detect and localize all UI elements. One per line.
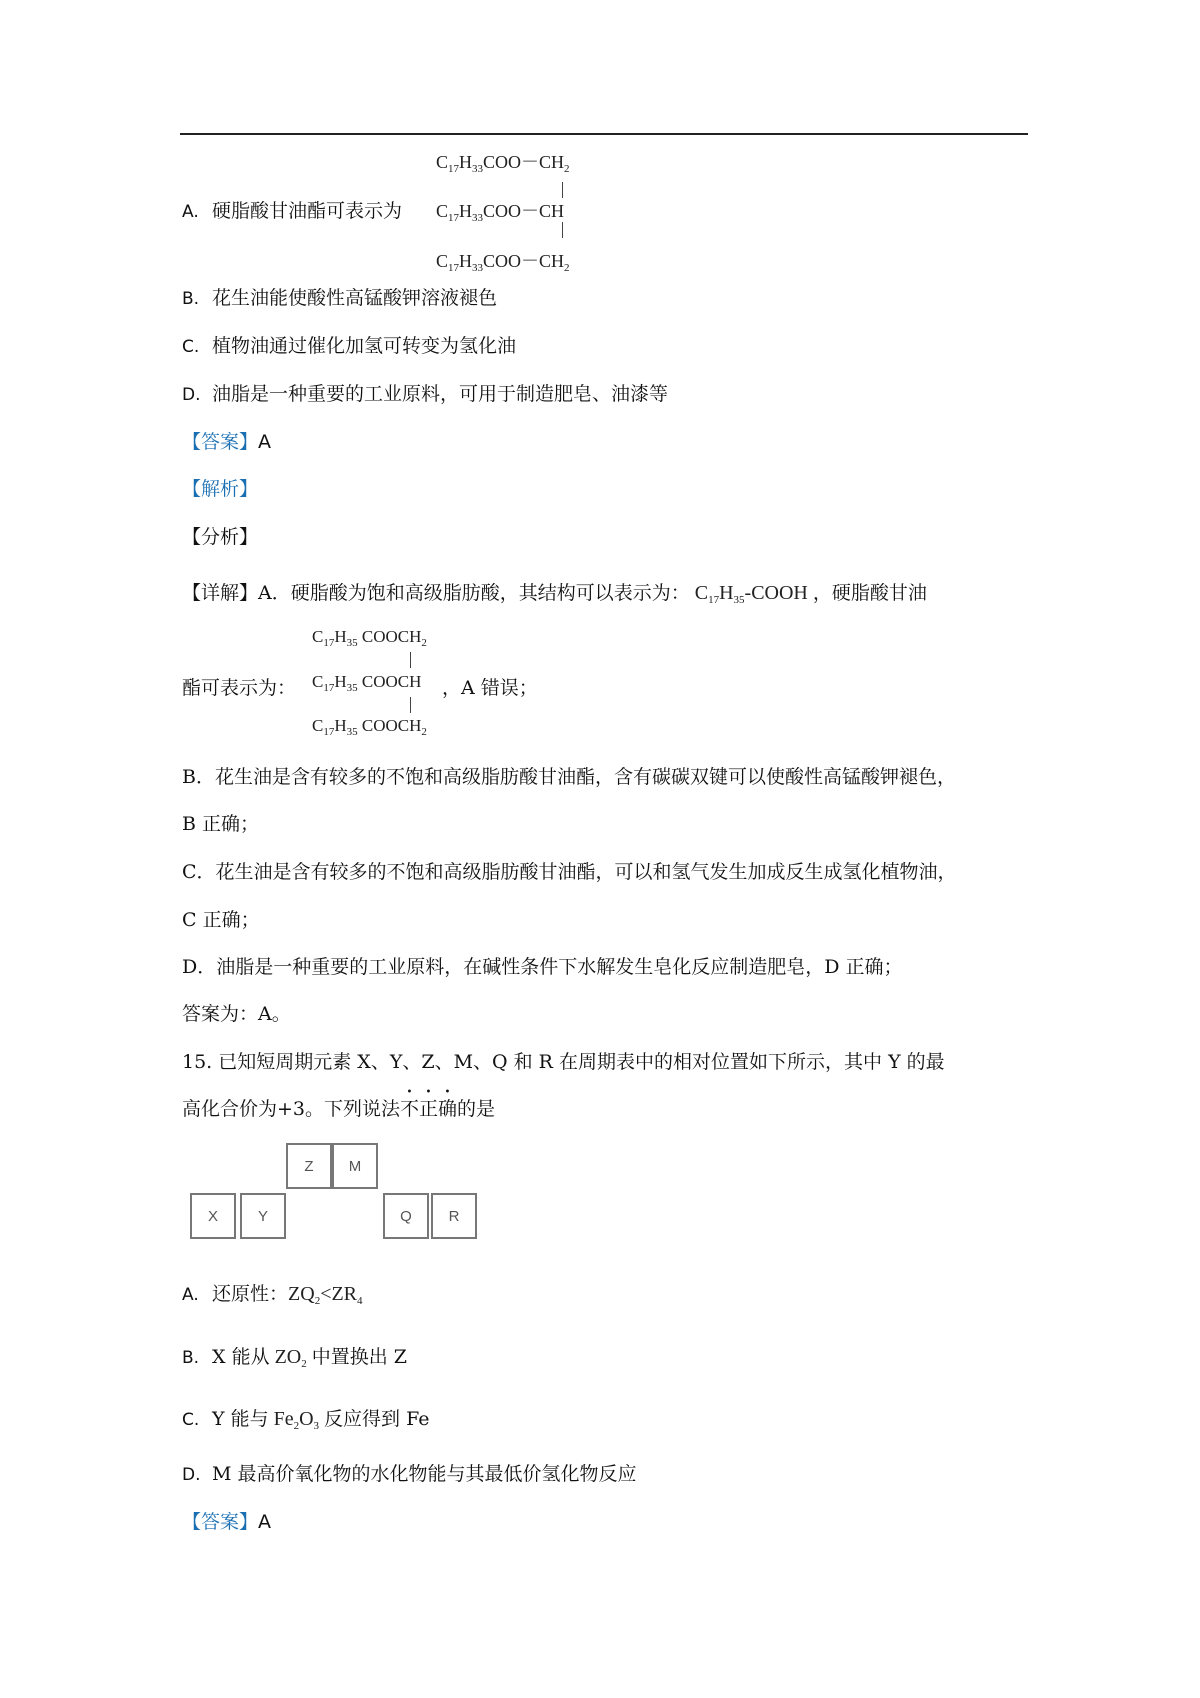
q15-stem-line-1: 15. 已知短周期元素 X、Y、Z、M、Q 和 R 在周期表中的相对位置如下所示，其中 Y 的最	[182, 1051, 945, 1073]
stem-emphasis: 不正确	[400, 1098, 458, 1120]
answer-value: A	[258, 1511, 272, 1533]
detail-a-text-2: ，硬脂酸甘油	[812, 582, 927, 604]
detail-d-line: D．油脂是一种重要的工业原料，在碱性条件下水解发生皂化反应制造肥皂，D 正确；	[182, 956, 903, 978]
option-letter: D.	[182, 385, 201, 405]
formula-detail-bond-2	[410, 697, 411, 713]
stem-text-a: 高化合价为+3。下列说法	[182, 1098, 401, 1120]
detail-tag: 【详解】	[182, 582, 259, 604]
detail-b-line-1: B．花生油是含有较多的不饱和高级脂肪酸甘油酯，含有碳碳双键可以使酸性高锰酸钾褪色，	[182, 766, 956, 788]
cell-r: R	[431, 1193, 477, 1239]
fenxi-tag: 【分析】	[182, 526, 259, 548]
option-letter: B.	[182, 1348, 200, 1368]
option-text: 硬脂酸甘油酯可表示为	[212, 200, 403, 222]
option-letter: A.	[182, 1285, 199, 1305]
cell-q: Q	[383, 1193, 429, 1239]
detail-a-text-1: A．硬脂酸为饱和高级脂肪酸，其结构可以表示为：	[258, 582, 690, 604]
q14-option-c	[182, 331, 516, 358]
formula-a-row-1: $C_{17}H_{33}COO-CH_2$	[436, 152, 570, 175]
option-text-1: Y 能与	[212, 1408, 269, 1430]
detail-c-line-2: C 正确；	[182, 909, 260, 931]
conclusion: 答案为：A。	[182, 1003, 291, 1025]
formula-a-bond-1	[562, 182, 563, 198]
option-formula: $Fe_2O_3$	[268, 1408, 320, 1432]
q14-answer	[182, 427, 271, 454]
q15-stem-line-2	[182, 1087, 495, 1121]
formula-a-bond-2	[562, 222, 563, 238]
option-text-1: X 能从	[212, 1346, 270, 1368]
option-letter: C.	[182, 1410, 200, 1430]
header-rule	[180, 133, 1028, 135]
detail-a-line-2b: ，A 错误；	[442, 677, 538, 699]
q15-option-a	[182, 1279, 363, 1306]
option-text: 植物油通过催化加氢可转变为氢化油	[212, 335, 517, 357]
formula-detail-row-3: $C_{17}H_{35}$ $COOCH_2$	[312, 716, 427, 738]
q15-option-d	[182, 1459, 637, 1486]
option-letter: D.	[182, 1465, 201, 1485]
detail-a-formula: $C_{17}H_{35}$-COOH	[689, 582, 813, 606]
cell-x: X	[190, 1193, 236, 1239]
option-text: 还原性：	[212, 1283, 289, 1305]
q14-option-b	[182, 283, 497, 310]
q14-option-a	[182, 196, 402, 223]
option-text: 油脂是一种重要的工业原料，可用于制造肥皂、油漆等	[212, 383, 669, 405]
option-formula: $ZQ_2<ZR_4$	[288, 1283, 363, 1307]
option-letter: C.	[182, 337, 200, 357]
q14-option-d	[182, 379, 668, 406]
formula-a-row-3: $C_{17}H_{33}COO-CH_2$	[436, 251, 570, 274]
answer-tag: 【答案】	[182, 431, 259, 453]
detail-b-line-2: B 正确；	[182, 813, 260, 835]
formula-detail-row-1: $C_{17}H_{35}$ $COOCH_2$	[312, 627, 427, 649]
q15-answer	[182, 1507, 271, 1534]
option-text-2: 中置换出 Z	[311, 1346, 407, 1368]
cell-m: M	[332, 1143, 378, 1189]
q15-option-c	[182, 1404, 429, 1431]
detail-a-line-2	[182, 673, 296, 700]
option-text: 花生油能使酸性高锰酸钾溶液褪色	[212, 287, 498, 309]
analysis-tag: 【解析】	[182, 478, 259, 500]
q15-option-b	[182, 1342, 407, 1369]
option-text-2: 反应得到 Fe	[324, 1408, 430, 1430]
stem-text-c: 的是	[457, 1098, 496, 1120]
cell-y: Y	[240, 1193, 286, 1239]
formula-detail-row-2: $C_{17}H_{35}$ COOCH	[312, 672, 422, 694]
detail-a-text-3: 酯可表示为：	[182, 677, 297, 699]
option-letter: B.	[182, 289, 200, 309]
formula-a-row-2: $C_{17}H_{33}COO-CH$	[436, 201, 565, 224]
option-text: M 最高价氧化物的水化物能与其最低价氢化物反应	[212, 1463, 637, 1485]
option-letter: A.	[182, 202, 199, 222]
answer-tag: 【答案】	[182, 1511, 259, 1533]
detail-c-line-1: C．花生油是含有较多的不饱和高级脂肪酸甘油酯，可以和氢气发生加成反生成氢化植物油，	[182, 861, 957, 883]
answer-value: A	[258, 431, 272, 453]
cell-z: Z	[286, 1143, 332, 1189]
formula-detail-bond-1	[410, 652, 411, 668]
detail-a-line-1	[182, 578, 927, 605]
option-formula: $ZO_2$	[269, 1346, 307, 1370]
